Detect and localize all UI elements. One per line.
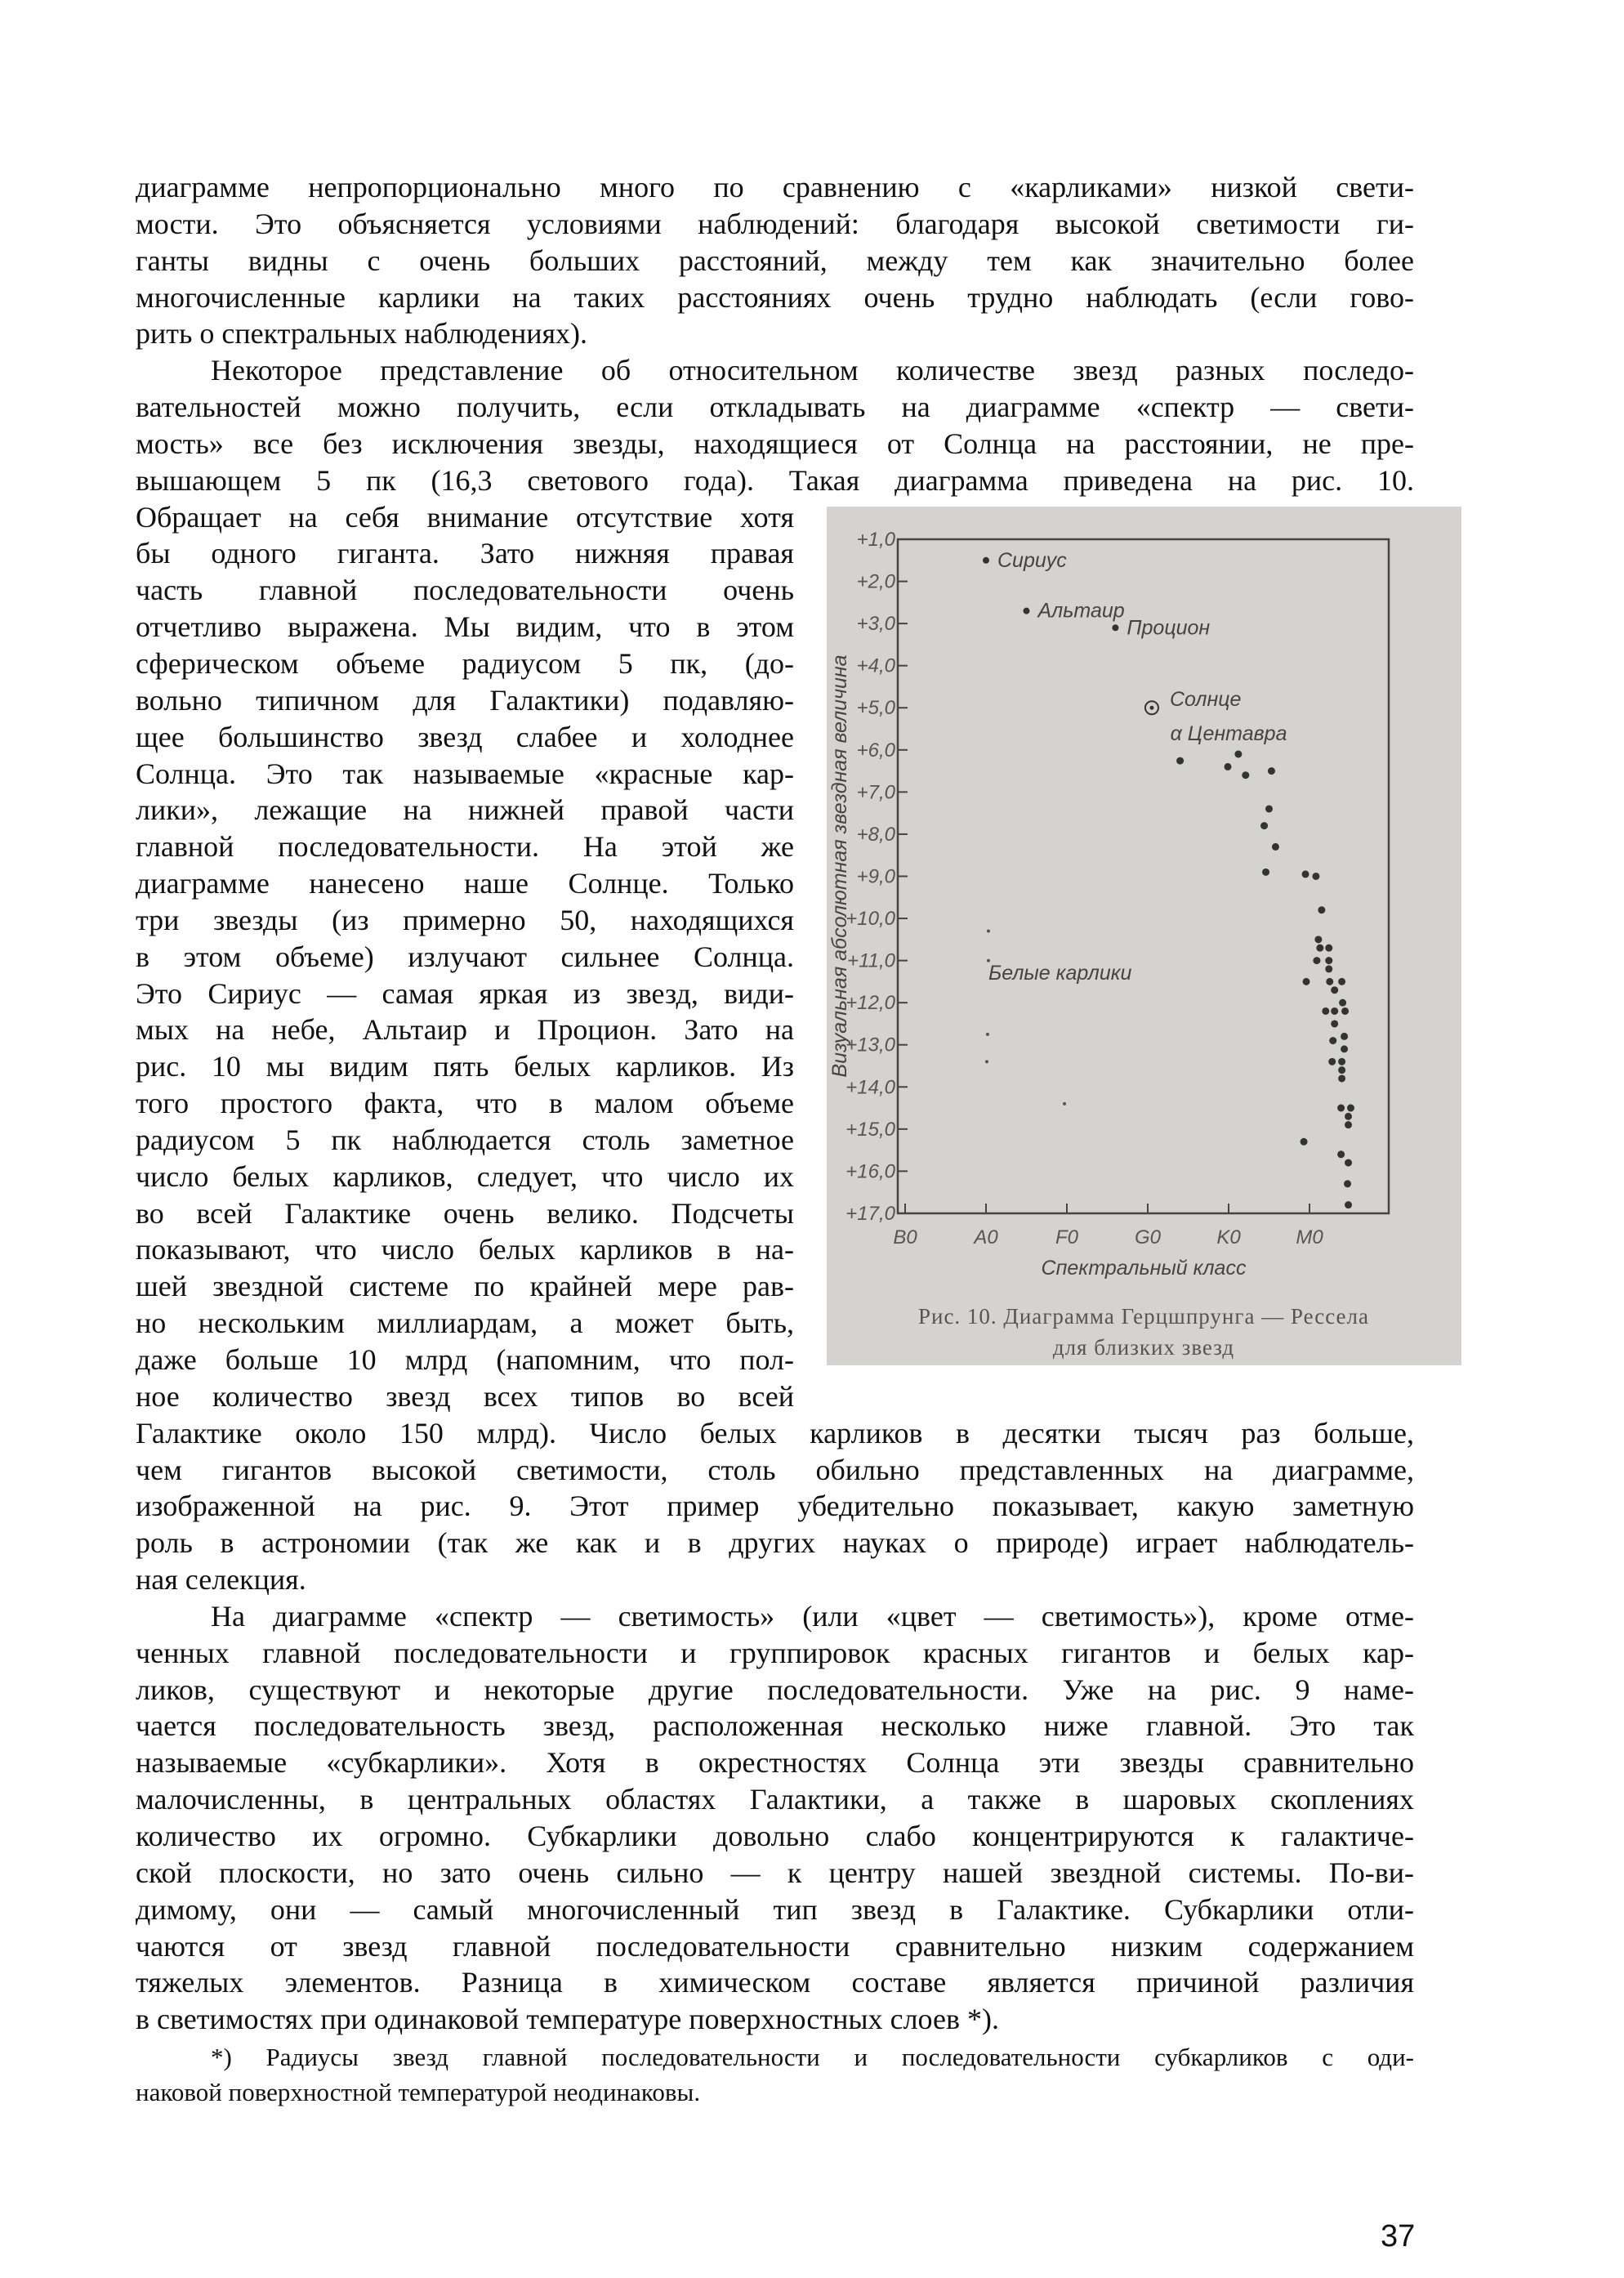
data-point <box>1338 978 1345 985</box>
text-line: называемые «субкарлики». Хотя в окрестностях Солнца эти звезды сравнительно <box>136 1746 1414 1780</box>
data-point <box>1325 945 1332 952</box>
text-line: щее большинство звезд слабее и холоднее <box>136 720 794 753</box>
data-point <box>1268 767 1275 775</box>
data-point <box>983 557 989 564</box>
data-point <box>1338 1058 1345 1065</box>
text-line: количество их огромно. Субкарлики довольно слабо концентрируются к галактиче- <box>136 1819 1414 1852</box>
data-point <box>1345 1201 1352 1208</box>
data-point <box>1325 957 1332 964</box>
white-dwarfs-label: Белые карлики <box>988 961 1132 985</box>
data-point <box>1345 1121 1352 1128</box>
text-line: Это Сириус — самая яркая из звезд, види- <box>136 976 794 1010</box>
white-dwarf-point <box>985 1060 988 1063</box>
text-line: ганты видны с очень больших расстояний, между тем как значительно более <box>136 243 1414 277</box>
data-point <box>1312 873 1319 880</box>
y-tick-label: +8,0 <box>856 823 895 846</box>
data-point <box>1331 1020 1338 1027</box>
star-label: Солнце <box>1169 688 1242 712</box>
y-tick-label: +1,0 <box>856 529 895 551</box>
text-line: даже больше 10 млрд (напомним, что пол- <box>136 1343 794 1376</box>
data-point <box>1339 999 1346 1007</box>
text-line: в светимостях при одинаковой температуре поверхностных слоев *). <box>136 2003 999 2036</box>
text-line: но нескольким миллиардам, а может быть, <box>136 1306 794 1340</box>
data-point <box>1272 843 1279 851</box>
data-point <box>1262 869 1269 876</box>
x-tick-label: M0 <box>1296 1226 1323 1248</box>
text-line: рить о спектральных наблюдениях). <box>136 317 588 351</box>
y-tick-label: +3,0 <box>856 613 895 636</box>
text-line: ликов, существуют и некоторые другие последовательности. Уже на рис. 9 наме- <box>136 1673 1414 1706</box>
data-point <box>1225 763 1232 770</box>
text-line: во всей Галактике очень велико. Подсчеты <box>136 1196 794 1230</box>
data-point <box>1341 1045 1348 1052</box>
y-tick-label: +10,0 <box>845 908 895 931</box>
white-dwarf-point <box>986 1033 989 1036</box>
data-point <box>1302 870 1309 878</box>
text-line: чем гигантов высокой светимости, столь обильно представленных на диаграмме, <box>136 1453 1414 1486</box>
y-tick-label: +11,0 <box>847 949 895 972</box>
text-line: На диаграмме «спектр — светимость» (или «цвет — светимость»), кроме отме- <box>211 1599 1414 1633</box>
text-line: тяжелых элементов. Разница в химическом составе является причиной различия <box>136 1966 1414 1999</box>
y-tick-label: +12,0 <box>845 992 895 1015</box>
data-point <box>1242 771 1249 779</box>
data-point <box>1326 978 1333 985</box>
text-line: того простого факта, что в малом объеме <box>136 1087 794 1120</box>
data-point <box>1316 945 1323 952</box>
data-point <box>1318 906 1325 913</box>
data-point <box>1265 805 1273 812</box>
x-tick-label: B0 <box>893 1226 917 1248</box>
x-tick-label: A0 <box>974 1226 998 1248</box>
text-line: рис. 10 мы видим пять белых карликов. Из <box>136 1050 794 1083</box>
star-label: Процион <box>1127 616 1211 640</box>
star-label: α Центавра <box>1170 722 1287 746</box>
x-tick-label: K0 <box>1216 1226 1241 1248</box>
text-line: три звезды (из примерно 50, находящихся <box>136 903 794 936</box>
data-point <box>1338 1074 1345 1082</box>
data-point <box>1345 1113 1352 1120</box>
text-line: многочисленные карлики на таких расстояниях очень трудно наблюдать (если гово- <box>136 280 1414 314</box>
y-tick-label: +17,0 <box>845 1202 895 1225</box>
y-tick-label: +14,0 <box>845 1076 895 1099</box>
text-line: вышающем 5 пк (16,3 светового года). Такая диаграмма приведена на рис. 10. <box>136 463 1414 497</box>
text-line: Солнца. Это так называемые «красные кар- <box>136 757 794 790</box>
data-point <box>1331 986 1338 994</box>
y-tick-label: +6,0 <box>856 739 895 762</box>
text-line: в этом объеме) излучают сильнее Солнца. <box>136 940 794 973</box>
text-line: радиусом 5 пк наблюдается столь заметное <box>136 1123 794 1156</box>
hr-diagram-chart <box>827 507 1461 1365</box>
text-line: число белых карликов, следует, что число их <box>136 1159 794 1193</box>
data-point <box>1337 1105 1345 1112</box>
text-line: отчетливо выражена. Мы видим, что в этом <box>136 610 794 644</box>
text-line: лики», лежащие на нижней правой части <box>136 793 794 827</box>
white-dwarf-point <box>987 930 990 933</box>
data-point <box>1313 957 1320 964</box>
data-point <box>1341 1007 1349 1015</box>
data-point <box>1345 1159 1352 1167</box>
y-axis-label: Визуальная абсолютная звездная величина <box>828 654 851 1078</box>
data-point <box>1322 1007 1329 1015</box>
text-line: Обращает на себя внимание отсутствие хотя <box>136 500 794 534</box>
data-point <box>1337 1150 1345 1158</box>
data-point <box>1176 757 1184 765</box>
sun-center <box>1149 706 1153 710</box>
text-line: мости. Это объясняется условиями наблюдений: благодаря высокой светимости ги- <box>136 207 1414 240</box>
text-line: ченных главной последовательности и группировок красных гигантов и белых кар- <box>136 1636 1414 1669</box>
text-line: димому, они — самый многочисленный тип звезд в Галактике. Субкарлики отли- <box>136 1892 1414 1926</box>
text-line: чаются от звезд главной последовательности сравнительно низким содержанием <box>136 1929 1414 1963</box>
footnote-line: наковой поверхностной температурой неодинаковы. <box>136 2078 701 2106</box>
data-point <box>1024 608 1030 614</box>
y-tick-label: +2,0 <box>856 570 895 593</box>
text-line: мость» все без исключения звезды, находящиеся от Солнца на расстоянии, не пре- <box>136 427 1414 460</box>
text-line: ное количество звезд всех типов во всей <box>136 1379 794 1413</box>
text-line: диаграмме нанесено наше Солнце. Только <box>136 867 794 900</box>
text-line: диаграмме непропорционально много по сравнению с «карликами» низкой свети- <box>136 171 1414 203</box>
footnote-line: *) Радиусы звезд главной последовательности и последовательности субкарликов с оди- <box>211 2043 1414 2071</box>
figure-hr-diagram <box>827 507 1461 1365</box>
figure-caption: Рис. 10. Диаграмма Герцшпрунга — Рессела <box>917 1304 1370 1329</box>
figure-caption: для близких звезд <box>1052 1335 1235 1360</box>
data-point <box>1314 936 1322 943</box>
data-point <box>1301 1138 1308 1146</box>
star-label: Сириус <box>997 548 1067 572</box>
data-point <box>1234 750 1242 757</box>
x-axis-label: Спектральный класс <box>1041 1257 1247 1280</box>
y-tick-label: +16,0 <box>845 1160 895 1183</box>
footnote <box>136 2039 1414 2110</box>
data-point <box>1325 965 1332 972</box>
text-line: Некоторое представление об относительном количестве звезд разных последо- <box>211 354 1414 387</box>
data-point <box>1344 1180 1351 1187</box>
white-dwarf-point <box>1063 1102 1066 1106</box>
y-tick-label: +7,0 <box>856 781 895 804</box>
text-line: роль в астрономии (так же как и в других науках о природе) играет наблюдатель- <box>136 1526 1414 1560</box>
text-line: сферическом объеме радиусом 5 пк, (до- <box>136 646 794 680</box>
text-line: главной последовательности. На этой же <box>136 830 794 864</box>
text-line: чается последовательность звезд, расположенная несколько ниже главной. Это так <box>136 1709 1414 1743</box>
data-point <box>1347 1105 1354 1112</box>
data-point <box>1260 822 1268 829</box>
text-line: малочисленны, в центральных областях Галактики, а также в шаровых скоплениях <box>136 1783 1414 1816</box>
y-tick-label: +5,0 <box>856 697 895 720</box>
text-line: ная селекция. <box>136 1563 306 1597</box>
star-label: Альтаир <box>1037 599 1125 623</box>
data-point <box>1329 1037 1336 1044</box>
text-line: Галактике около 150 млрд). Число белых карликов в десятки тысяч раз больше, <box>136 1416 1414 1449</box>
text-line: ской плоскости, но зато очень сильно — к центру нашей звездной системы. По-ви- <box>136 1856 1414 1889</box>
text-line: шей звездной системе по крайней мере рав- <box>136 1270 794 1303</box>
data-point <box>1331 1007 1338 1015</box>
y-tick-label: +13,0 <box>845 1034 895 1056</box>
text-line: вольно типичном для Галактики) подавляю- <box>136 683 794 717</box>
y-tick-label: +15,0 <box>845 1118 895 1141</box>
text-line: часть главной последовательности очень <box>136 574 794 607</box>
text-line: мых на небе, Альтаир и Процион. Зато на <box>136 1013 794 1047</box>
text-line: изображенной на рис. 9. Этот пример убедительно показывает, какую заметную <box>136 1490 1414 1523</box>
data-point <box>1338 1066 1345 1074</box>
y-tick-label: +9,0 <box>856 865 895 888</box>
x-tick-label: F0 <box>1055 1226 1079 1248</box>
text-line: бы одного гиганта. Зато нижняя правая <box>136 537 794 570</box>
y-tick-label: +4,0 <box>856 654 895 677</box>
text-line: показывают, что число белых карликов в на- <box>136 1233 794 1266</box>
page-number: 37 <box>1381 2219 1416 2253</box>
data-point <box>1112 624 1118 631</box>
text-line: вательностей можно получить, если откладывать на диаграмме «спектр — свети- <box>136 391 1414 424</box>
x-tick-label: G0 <box>1134 1226 1162 1248</box>
data-point <box>1303 978 1310 985</box>
data-point <box>1341 1033 1348 1040</box>
data-point <box>1328 1058 1336 1065</box>
